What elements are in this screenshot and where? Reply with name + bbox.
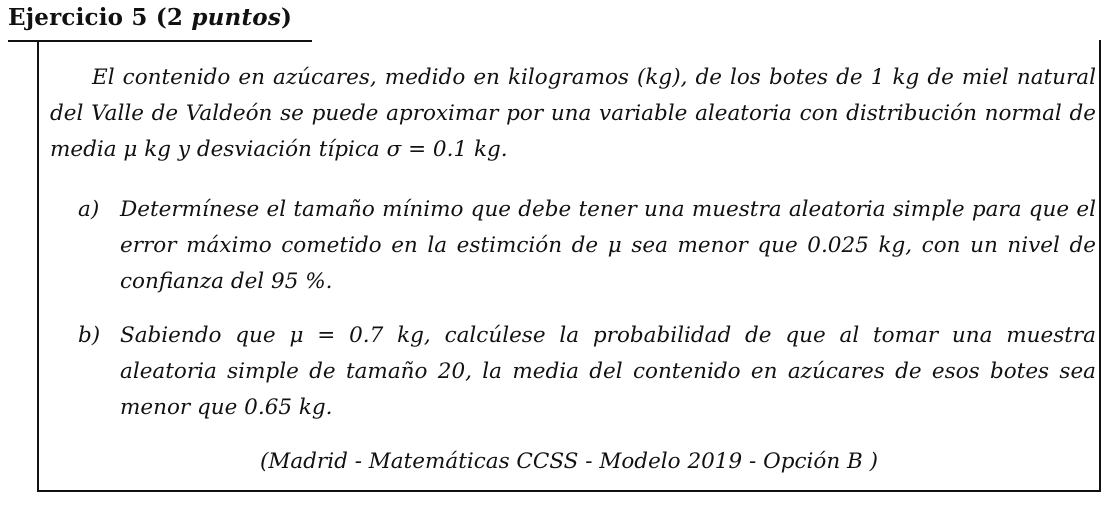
exercise-statement: El contenido en azúcares, medido en kilogramos (kg), de los botes de 1 kg de miel natural del Valle de Valdeón se puede aproximar por una variable aleatoria con distribución normal de media μ kg y desviación típica σ = 0.1 kg. — [50, 65, 1096, 162]
question-a-label: a) — [78, 197, 100, 222]
exercise-title-close: ) — [280, 4, 293, 31]
exam-source: (Madrid - Matemáticas CCSS - Modelo 2019 - Opción B ) — [259, 449, 879, 474]
question-b-text: Sabiendo que μ = 0.7 kg, calcúlese la probabilidad de que al tomar una muestra aleatoria simple de tamaño 20, la media del contenido en azúcares de esos botes sea menor que 0.65 kg. — [120, 323, 1096, 420]
exercise-points: puntos — [191, 4, 281, 31]
question-a-text: Determínese el tamaño mínimo que debe tener una muestra aleatoria simple para que el error máximo cometido en la estimción de μ sea menor que 0.025 kg, con un nivel de confianza del 95 %. — [120, 197, 1096, 294]
exercise-title — [8, 4, 292, 31]
exercise-title-text: Ejercicio 5 (2 — [8, 4, 192, 31]
question-b-label: b) — [78, 323, 101, 348]
